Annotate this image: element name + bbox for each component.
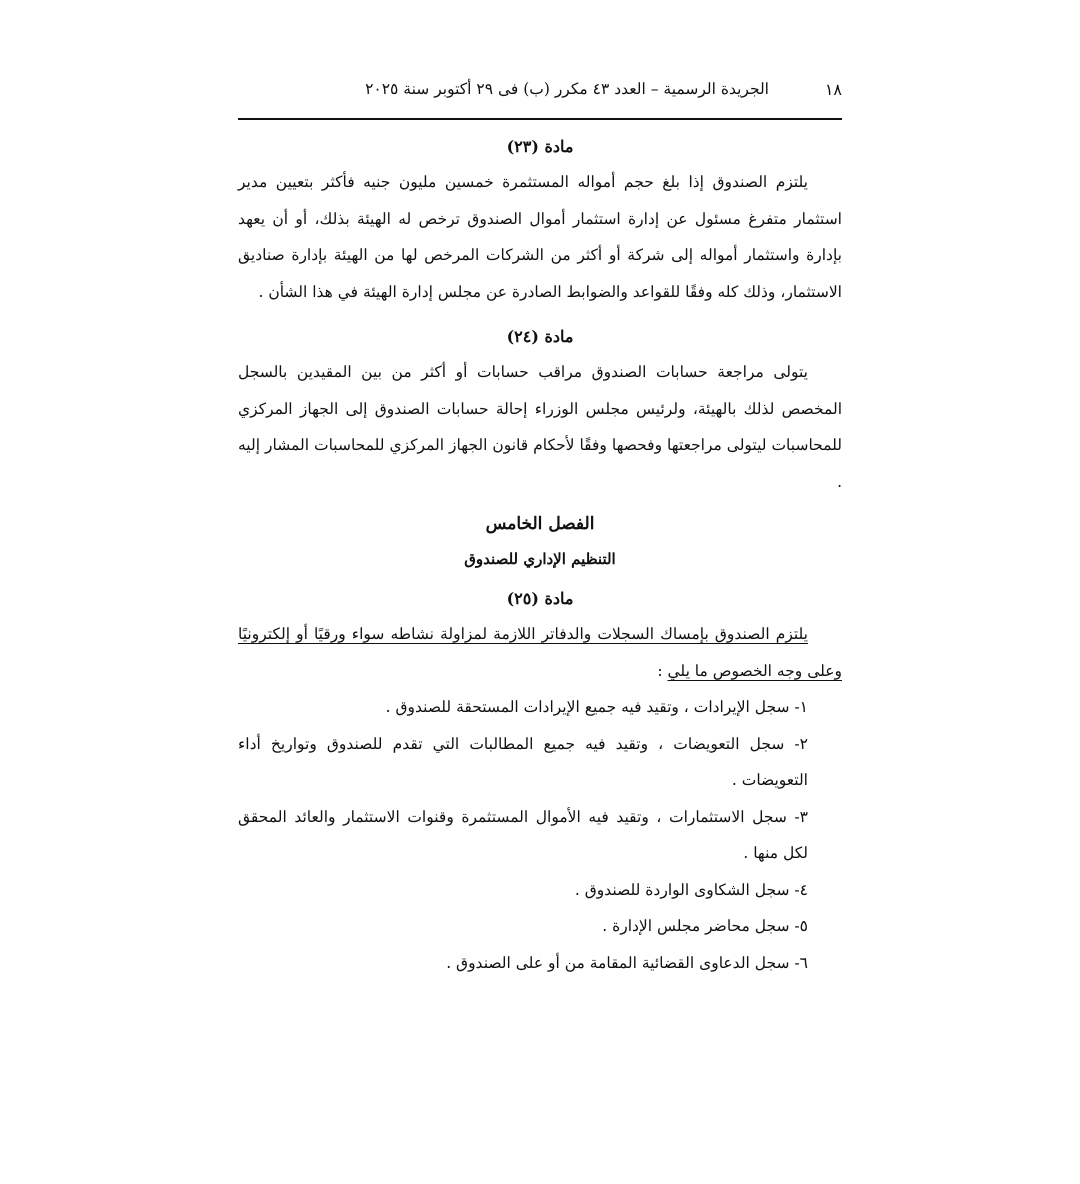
chapter-title: الفصل الخامس — [485, 514, 595, 534]
page-number: ١٨ — [824, 80, 842, 99]
article-24-body: يتولى مراجعة حسابات الصندوق مراقب حسابات أو أكثر من بين المقيدين بالسجل المخصص لذلك بالهيئة، ولرئيس مجلس الوزراء إحالة حسابات الصندوق إلى الجهاز المركزي للمحاسبات ليتولى مراجعتها وفحصها وفقًا لأحكام قانون الجهاز المركزي للمحاسبات المشار إليه . — [238, 363, 842, 491]
list-item: ١- سجل الإيرادات ، وتقيد فيه جميع الإيرادات المستحقة للصندوق . — [385, 698, 808, 716]
article-23-body: يلتزم الصندوق إذا بلغ حجم أمواله المستثمرة خمسين مليون جنيه فأكثر بتعيين مدير استثمار متفرغ مسئول عن إدارة استثمار أموال الصندوق ترخص له الهيئة بذلك، أو أن يعهد بإدارة واستثمار أمواله إلى شركة أو أكثر من الشركات المرخص لها من الهيئة بإدارة صناديق الاستثمار، وذلك كله وفقًا للقواعد والضوابط الصادرة عن مجلس إدارة الهيئة في هذا الشأن . — [238, 173, 842, 301]
article-24-text — [238, 354, 842, 500]
article-25-title: مادة (٢٥) — [506, 589, 574, 608]
article-25-intro-underlined: يلتزم الصندوق بإمساك السجلات والدفاتر اللازمة لمزاولة نشاطه سواء ورقيًا أو إلكترونيًا وعلى وجه الخصوص ما يلي — [238, 625, 842, 680]
list-item: ٦- سجل الدعاوى القضائية المقامة من أو على الصندوق . — [446, 953, 808, 972]
list-item: ٥- سجل محاضر مجلس الإدارة . — [602, 917, 808, 935]
gazette-header-title: الجريدة الرسمية – العدد ٤٣ مكرر (ب) فى ٢٩ أكتوبر سنة ٢٠٢٥ — [365, 80, 769, 98]
article-23-text — [238, 164, 842, 310]
chapter-subtitle: التنظيم الإداري للصندوق — [464, 550, 616, 568]
article-23-title: مادة (٢٣) — [506, 137, 574, 156]
article-25-intro — [238, 616, 842, 689]
header-divider — [238, 118, 842, 120]
article-25-intro-end: : — [657, 661, 668, 680]
document-page — [238, 70, 842, 981]
page-header — [238, 70, 842, 110]
list-item: ٤- سجل الشكاوى الواردة للصندوق . — [574, 880, 808, 899]
article-24-title: مادة (٢٤) — [506, 327, 574, 346]
list-item: ٢- سجل التعويضات ، وتقيد فيه جميع المطالبات التي تقدم للصندوق وتواريخ أداء التعويضات . — [238, 734, 808, 789]
records-list — [238, 689, 842, 981]
list-item: ٣- سجل الاستثمارات ، وتقيد فيه الأموال المستثمرة وقنوات الاستثمار والعائد المحقق لكل منها . — [238, 807, 808, 862]
